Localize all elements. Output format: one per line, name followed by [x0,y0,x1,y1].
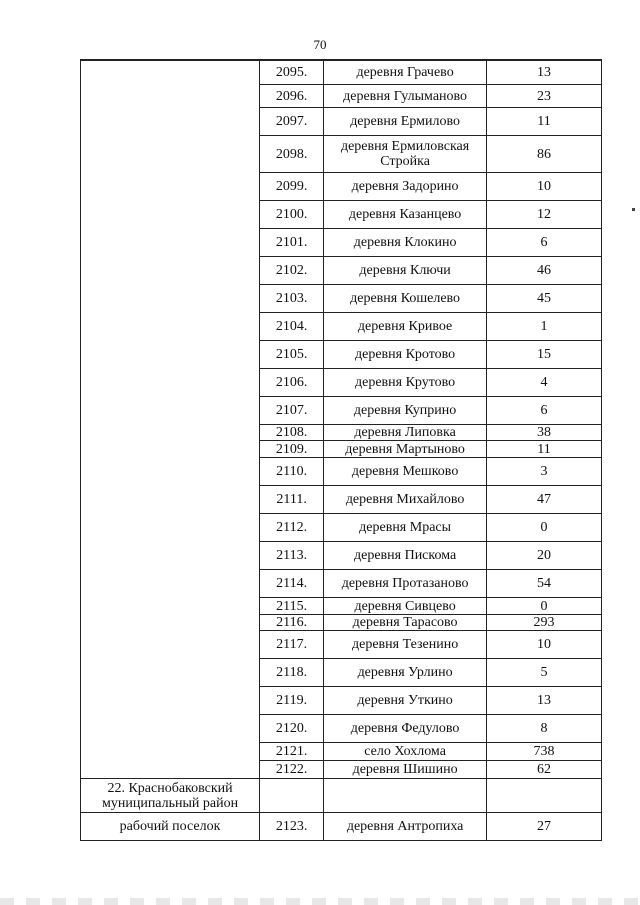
row-number: 2120. [260,715,324,743]
population-value: 12 [487,201,602,229]
population-value: 45 [487,285,602,313]
row-number: 2105. [260,341,324,369]
population-value: 1 [487,313,602,341]
row-number: 2100. [260,201,324,229]
settlement-name: деревня Мартыново [324,441,487,458]
settlement-name: деревня Шишино [324,761,487,779]
district-number-cell [260,779,324,813]
settlement-name: деревня Ермилово [324,108,487,136]
population-value: 293 [487,615,602,631]
population-value: 54 [487,570,602,598]
population-value: 86 [487,136,602,173]
population-value: 3 [487,458,602,486]
row-number: 2108. [260,425,324,441]
population-value: 15 [487,341,602,369]
row-number: 2117. [260,631,324,659]
settlement-name: деревня Ключи [324,257,487,285]
settlement-name: деревня Кошелево [324,285,487,313]
area-label: рабочий поселок [81,813,260,841]
row-number: 2112. [260,514,324,542]
table-row [81,61,602,85]
settlement-name: деревня Сивцево [324,598,487,615]
district-label: 22. Краснобаковский муниципальный район [81,779,260,813]
district-population-cell [487,779,602,813]
row-number: 2122. [260,761,324,779]
scan-mark [632,208,635,211]
row-number: 2110. [260,458,324,486]
row-number: 2116. [260,615,324,631]
row-number: 2109. [260,441,324,458]
population-value: 62 [487,761,602,779]
population-value: 738 [487,743,602,761]
population-value: 46 [487,257,602,285]
settlement-name: деревня Уткино [324,687,487,715]
settlement-name: деревня Мрасы [324,514,487,542]
settlement-name: деревня Липовка [324,425,487,441]
population-value: 13 [487,61,602,85]
district-name-cell [324,779,487,813]
settlement-name: деревня Ермиловская Стройка [324,136,487,173]
page-number: 70 [313,37,327,52]
row-number: 2123. [260,813,324,841]
settlement-name: деревня Федулово [324,715,487,743]
settlement-name: деревня Кротово [324,341,487,369]
settlement-name: деревня Крутово [324,369,487,397]
population-value: 6 [487,229,602,257]
settlement-name: деревня Клокино [324,229,487,257]
district-row [81,779,602,813]
settlement-name: деревня Куприно [324,397,487,425]
population-value: 38 [487,425,602,441]
population-value: 0 [487,598,602,615]
settlements-table [80,59,602,841]
population-value: 11 [487,441,602,458]
population-value: 11 [487,108,602,136]
population-value: 6 [487,397,602,425]
population-value: 23 [487,85,602,108]
population-value: 10 [487,631,602,659]
settlement-name: село Хохлома [324,743,487,761]
table-row [81,813,602,841]
settlement-name: деревня Пискома [324,542,487,570]
row-number: 2106. [260,369,324,397]
row-number: 2114. [260,570,324,598]
population-value: 27 [487,813,602,841]
row-number: 2121. [260,743,324,761]
settlement-name: деревня Гулыманово [324,85,487,108]
settlement-name: деревня Протазаново [324,570,487,598]
row-number: 2111. [260,486,324,514]
settlement-name: деревня Казанцево [324,201,487,229]
population-value: 5 [487,659,602,687]
row-number: 2104. [260,313,324,341]
row-number: 2095. [260,61,324,85]
scan-artifact [0,898,640,905]
settlement-name: деревня Тарасово [324,615,487,631]
population-value: 8 [487,715,602,743]
settlement-name: деревня Грачево [324,61,487,85]
row-number: 2098. [260,136,324,173]
settlement-name: деревня Михайлово [324,486,487,514]
row-number: 2115. [260,598,324,615]
row-number: 2101. [260,229,324,257]
settlement-name: деревня Мешково [324,458,487,486]
population-value: 10 [487,173,602,201]
row-number: 2103. [260,285,324,313]
population-value: 4 [487,369,602,397]
settlement-name: деревня Задорино [324,173,487,201]
row-number: 2119. [260,687,324,715]
settlement-name: деревня Антропиха [324,813,487,841]
row-number: 2107. [260,397,324,425]
population-value: 0 [487,514,602,542]
row-number: 2097. [260,108,324,136]
row-number: 2099. [260,173,324,201]
row-number: 2096. [260,85,324,108]
row-number: 2118. [260,659,324,687]
population-value: 13 [487,687,602,715]
row-number: 2102. [260,257,324,285]
population-value: 47 [487,486,602,514]
population-value: 20 [487,542,602,570]
row-number: 2113. [260,542,324,570]
area-cell [81,61,260,779]
settlement-name: деревня Тезенино [324,631,487,659]
settlement-name: деревня Урлино [324,659,487,687]
settlement-name: деревня Кривое [324,313,487,341]
